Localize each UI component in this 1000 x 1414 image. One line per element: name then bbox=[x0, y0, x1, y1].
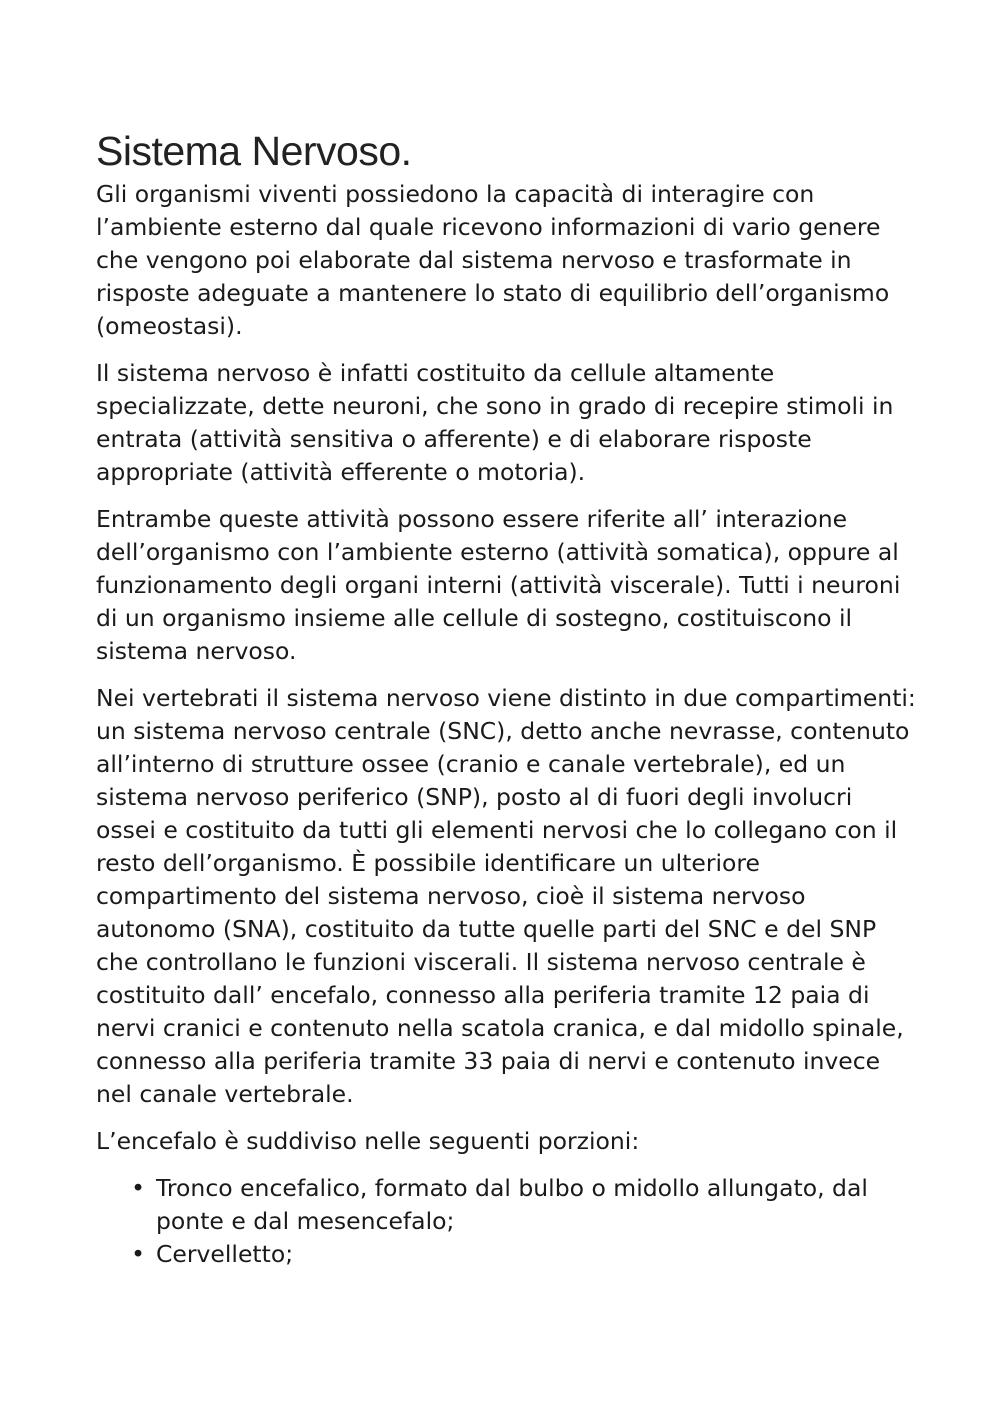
encephalon-parts-list bbox=[96, 1172, 916, 1271]
paragraph-encephalon-intro: L’encefalo è suddiviso nelle seguenti porzioni: bbox=[96, 1127, 640, 1155]
document-title: Sistema Nervoso. bbox=[96, 128, 412, 174]
bullet-icon: • bbox=[131, 1240, 145, 1268]
paragraph-intro: Gli organismi viventi possiedono la capacità di interagire con l’ambiente esterno dal quale ricevono informazioni di vario genere che vengono poi elaborate dal sistema nervoso e trasformate in risposte adeguate a mantenere lo stato di equilibrio dell’organismo (omeostasi). bbox=[96, 180, 890, 340]
paragraph-activities: Entrambe queste attività possono essere riferite all’ interazione dell’organismo con l’ambiente esterno (attività somatica), oppure al funzionamento degli organi interni (attività viscerale). Tutti i neuroni di un organismo insieme alle cellule di sostegno, costituiscono il sistema nervoso. bbox=[96, 505, 901, 665]
document-page bbox=[96, 126, 916, 1271]
bullet-icon: • bbox=[131, 1174, 145, 1202]
list-item bbox=[131, 1172, 916, 1238]
paragraph-compartments: Nei vertebrati il sistema nervoso viene distinto in due compartimenti: un sistema nervoso centrale (SNC), detto anche nevrasse, contenuto all’interno di strutture ossee (cranio e canale vertebrale), ed un sistema nervoso periferico (SNP), posto al di fuori degli involucri ossei e costituito da tutti gli elementi nervosi che lo collegano con il resto dell’organismo. È possibile identificare un ulteriore compartimento del sistema nervoso, cioè il sistema nervoso autonomo (SNA), costituito da tutte quelle parti del SNC e del SNP che controllano le funzioni viscerali. Il sistema nervoso centrale è costituito dall’ encefalo, connesso alla periferia tramite 12 paia di nervi cranici e contenuto nella scatola cranica, e dal midollo spinale, connesso alla periferia tramite 33 paia di nervi e contenuto invece nel canale vertebrale. bbox=[96, 684, 916, 1108]
list-item bbox=[131, 1238, 916, 1271]
list-item-text: Cervelletto; bbox=[156, 1240, 294, 1268]
paragraph-neurons: Il sistema nervoso è infatti costituito da cellule altamente specializzate, dette neuroni, che sono in grado di recepire stimoli in entrata (attività sensitiva o afferente) e di elaborare risposte appropriate (attività efferente o motoria). bbox=[96, 359, 894, 486]
list-item-text: Tronco encefalico, formato dal bulbo o midollo allungato, dal ponte e dal mesencefalo; bbox=[156, 1174, 868, 1235]
